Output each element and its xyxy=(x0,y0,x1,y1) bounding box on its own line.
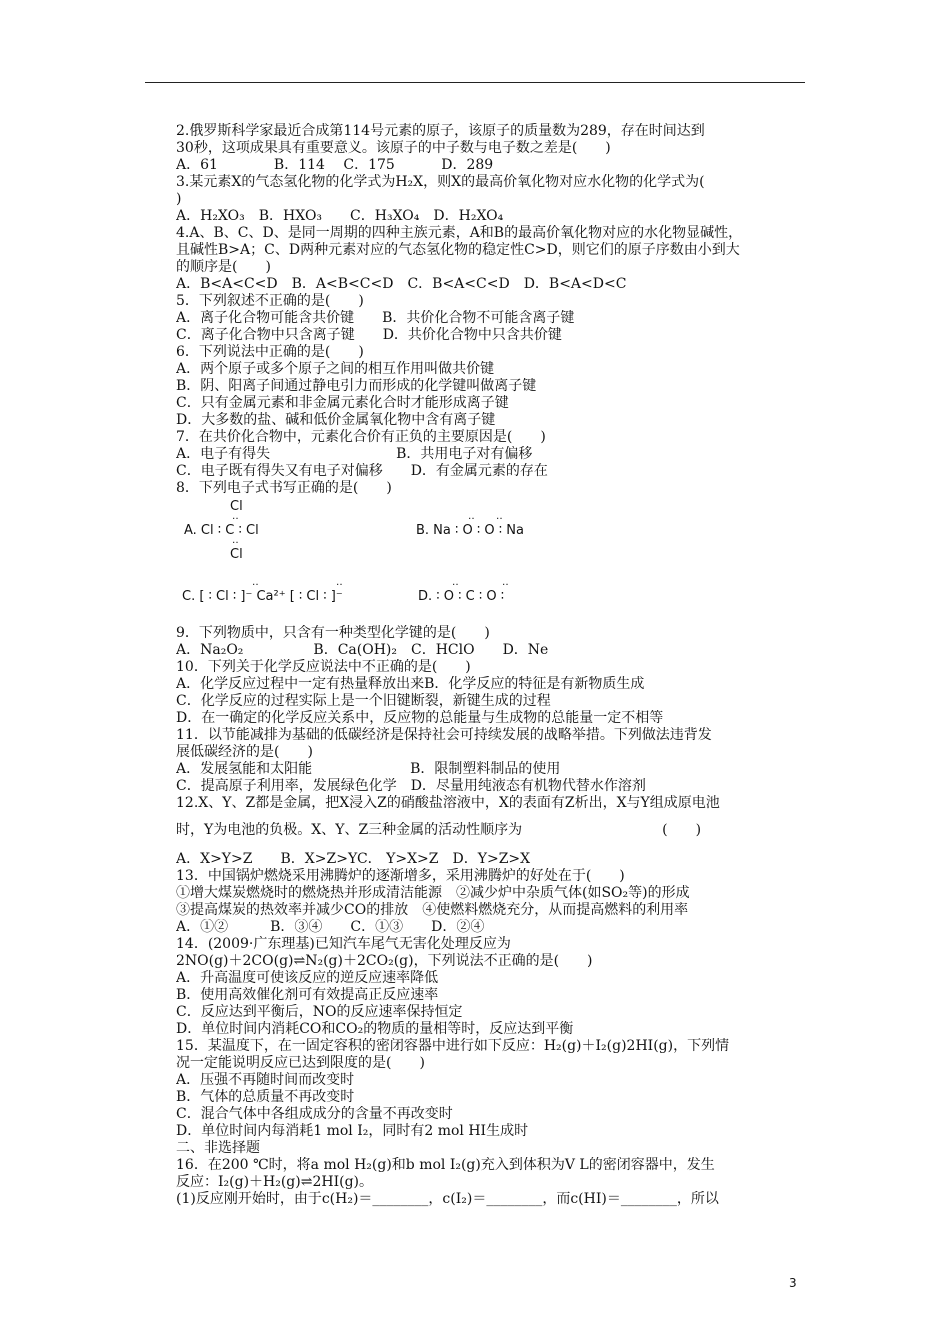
header-rule xyxy=(145,82,805,83)
text-line: 的顺序是( ) xyxy=(176,259,271,275)
formula-b-dots-1: ‥ xyxy=(468,511,476,522)
text-line: B．气体的总质量不再改变时 xyxy=(176,1089,355,1105)
text-line: 6．下列说法中正确的是( ) xyxy=(176,344,364,360)
text-line: 且碱性B>A；C、D两种元素对应的气态氢化物的稳定性C>D，则它们的原子序数由小到大 xyxy=(176,242,740,258)
text-line: B．阴、阳离子间通过静电引力而形成的化学键叫做离子键 xyxy=(176,378,537,394)
text-line: C．电子既有得失又有电子对偏移 D．有金属元素的存在 xyxy=(176,463,548,479)
text-line: A．H₂XO₃ B．HXO₃ C．H₃XO₄ D．H₂XO₄ xyxy=(176,208,504,224)
text-line: A．X>Y>Z B．X>Z>YC． Y>X>Z D．Y>Z>X xyxy=(176,851,531,867)
text-line: 9．下列物质中，只含有一种类型化学键的是( ) xyxy=(176,625,490,641)
text-line: 8．下列电子式书写正确的是( ) xyxy=(176,480,392,496)
text-line: D．在一确定的化学反应关系中，反应物的总能量与生成物的总能量一定不相等 xyxy=(176,710,664,726)
text-line: 15．某温度下，在一固定容积的密闭容器中进行如下反应：H₂(g)＋I₂(g)2HI(g)，下列情 xyxy=(176,1038,730,1054)
text-line: C．只有金属元素和非金属元素化合时才能形成离子键 xyxy=(176,395,509,411)
text-line: C．反应达到平衡后，NO的反应速率保持恒定 xyxy=(176,1004,463,1020)
questions-9-to-12 xyxy=(176,625,806,812)
electron-formula-options xyxy=(176,497,806,625)
text-line: 7．在共价化合物中，元素化合价有正负的主要原因是( ) xyxy=(176,429,546,445)
formula-d: D. ∶ O ∶ C ∶ O ∶ xyxy=(418,589,505,604)
formula-a-dots-top: ‥ xyxy=(232,511,240,522)
text-line: 2NO(g)＋2CO(g)⇌N₂(g)＋2CO₂(g)，下列说法不正确的是( ) xyxy=(176,953,593,969)
text-line: 14．(2009·广东理基)已知汽车尾气无害化处理反应为 xyxy=(176,936,511,952)
text-line: ) xyxy=(176,191,182,207)
text-line: ①增大煤炭燃烧时的燃烧热并形成清洁能源 ②减少炉中杂质气体(如SO₂等)的形成 xyxy=(176,885,690,901)
formula-a-bottom: Cl xyxy=(230,547,243,562)
question-body xyxy=(176,123,806,1208)
text-line: 12.X、Y、Z都是金属，把X浸入Z的硝酸盐溶液中，X的表面有Z析出，X与Y组成原电池 xyxy=(176,795,720,811)
questions-2-to-8 xyxy=(176,123,806,497)
text-line: 2.俄罗斯科学家最近合成第114号元素的原子，该原子的质量数为289，存在时间达到 xyxy=(176,123,705,139)
text-line: A．两个原子或多个原子之间的相互作用叫做共价键 xyxy=(176,361,495,377)
page-number: 3 xyxy=(789,1276,797,1290)
text-line: 5．下列叙述不正确的是( ) xyxy=(176,293,364,309)
text-line: 二、非选择题 xyxy=(176,1140,260,1156)
text-line: A．B<A<C<D B．A<B<C<D C．B<A<C<D D．B<A<D<C xyxy=(176,276,627,292)
formula-d-dots-2: ‥ xyxy=(502,577,510,588)
formula-d-dots-1: ‥ xyxy=(452,577,460,588)
text-line: D．大多数的盐、碱和低价金属氧化物中含有离子键 xyxy=(176,412,496,428)
formula-c: C. [ ∶ Cl ∶ ]⁻ Ca²⁺ [ ∶ Cl ∶ ]⁻ xyxy=(182,589,343,604)
text-line: A．电子有得失 B．共用电子对有偏移 xyxy=(176,446,533,462)
formula-c-dots-2: ‥ xyxy=(336,577,344,588)
text-line: 16．在200 ℃时，将a mol H₂(g)和b mol I₂(g)充入到体积为V L的密闭容器中，发生 xyxy=(176,1157,715,1173)
text-line: 展低碳经济的是( ) xyxy=(176,744,313,760)
text-line: A．离子化合物可能含共价键 B．共价化合物不可能含离子键 xyxy=(176,310,575,326)
text-line: 10．下列关于化学反应说法中不正确的是( ) xyxy=(176,659,471,675)
text-line: A．发展氢能和太阳能 B．限制塑料制品的使用 xyxy=(176,761,561,777)
text-line: C．离子化合物中只含离子键 D．共价化合物中只含共价键 xyxy=(176,327,562,343)
formula-c-dots-1: ‥ xyxy=(252,577,260,588)
text-line: B．使用高效催化剂可有效提高正反应速率 xyxy=(176,987,439,1003)
text-line: A．升高温度可使该反应的逆反应速率降低 xyxy=(176,970,439,986)
text-line: A．化学反应过程中一定有热量释放出来B．化学反应的特征是有新物质生成 xyxy=(176,676,645,692)
text-line: A．压强不再随时间而改变时 xyxy=(176,1072,355,1088)
text-line: 11．以节能减排为基础的低碳经济是保持社会可持续发展的战略举措。下列做法违背发 xyxy=(176,727,712,743)
text-line: 反应：I₂(g)＋H₂(g)⇌2HI(g)。 xyxy=(176,1174,373,1190)
text-line: 况一定能说明反应已达到限度的是( ) xyxy=(176,1055,425,1071)
text-line: A．61 B．114 C．175 D．289 xyxy=(176,157,494,173)
text-line: 13．中国锅炉燃烧采用沸腾炉的逐渐增多，采用沸腾炉的好处在于( ) xyxy=(176,868,625,884)
formula-a-top: Cl xyxy=(230,499,243,514)
question-12-line-2: 时，Y为电池的负极。X、Y、Z三种金属的活动性顺序为 ( ) xyxy=(176,822,702,838)
formula-b: B. Na ∶ O ∶ O ∶ Na xyxy=(416,523,524,538)
formula-a-dots-bottom: ‥ xyxy=(232,535,240,546)
text-line: C．提高原子利用率，发展绿色化学 D．尽量用纯液态有机物代替水作溶剂 xyxy=(176,778,646,794)
text-line: D．单位时间内每消耗1 mol I₂，同时有2 mol HI生成时 xyxy=(176,1123,529,1139)
text-line: 3.某元素X的气态氢化物的化学式为H₂X，则X的最高价氧化物对应水化物的化学式为( xyxy=(176,174,705,190)
formula-a: A. Cl ∶ C ∶ Cl xyxy=(184,523,259,538)
text-line: A．Na₂O₂ B．Ca(OH)₂ C．HClO D．Ne xyxy=(176,642,549,658)
text-line: 30秒，这项成果具有重要意义。该原子的中子数与电子数之差是( ) xyxy=(176,140,611,156)
text-line: D．单位时间内消耗CO和CO₂的物质的量相等时，反应达到平衡 xyxy=(176,1021,574,1037)
text-line: C．化学反应的过程实际上是一个旧键断裂，新键生成的过程 xyxy=(176,693,551,709)
text-line: C．混合气体中各组成成分的含量不再改变时 xyxy=(176,1106,453,1122)
text-line: (1)反应刚开始时，由于c(H₂)＝________，c(I₂)＝________，而c(HI)＝________，所以 xyxy=(176,1191,719,1207)
formula-b-dots-2: ‥ xyxy=(496,511,504,522)
text-line: A．①② B．③④ C．①③ D．②④ xyxy=(176,919,485,935)
questions-12-to-16 xyxy=(176,851,806,1208)
text-line: ③提高煤炭的热效率并减少CO的排放 ④使燃料燃烧充分，从而提高燃料的利用率 xyxy=(176,902,689,918)
text-line: 4.A、B、C、D、是同一周期的四种主族元素，A和B的最高价氧化物对应的水化物显碱性， xyxy=(176,225,743,241)
